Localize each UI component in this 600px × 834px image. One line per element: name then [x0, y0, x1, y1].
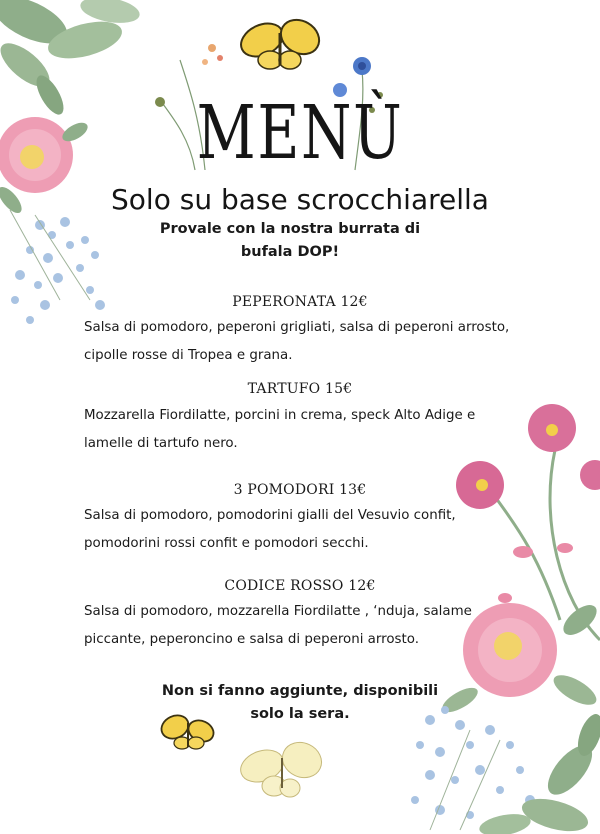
item-description-codice-rosso: Salsa di pomodoro, mozzarella Fiordilatte , ‘nduja, salame piccante, peperoncino e salsa di peperoni arrosto.: [84, 604, 472, 647]
item-description-3-pomodori: Salsa di pomodoro, pomodorini gialli del Vesuvio confit, pomodorini rossi confit e pomodori secchi.: [84, 508, 456, 551]
menu-title: MENÙ: [196, 90, 404, 176]
item-name-peperonata: PEPERONATA 12€: [232, 294, 368, 310]
item-description-tartufo: Mozzarella Fiordilatte, porcini in crema, speck Alto Adige e lamelle di tartufo nero.: [84, 408, 476, 451]
menu-subtitle: Solo su base scrocchiarella: [111, 183, 489, 216]
availability-note: Non si fanno aggiunte, disponibili solo la sera.: [161, 683, 439, 722]
item-description-peperonata: Salsa di pomodoro, peperoni grigliati, salsa di peperoni arrosto, cipolle rosse di Tropea e grana.: [84, 320, 510, 363]
item-name-tartufo: TARTUFO 15€: [247, 381, 353, 397]
item-name-3-pomodori: 3 POMODORI 13€: [233, 482, 367, 498]
leaves-bottom-right: [478, 711, 600, 834]
butterfly-top: [236, 13, 326, 69]
butterfly-bottom-pale: [236, 736, 327, 797]
promo-text: Provale con la nostra burrata di bufala DOP!: [159, 221, 421, 260]
item-name-codice-rosso: CODICE ROSSO 12€: [224, 578, 376, 594]
